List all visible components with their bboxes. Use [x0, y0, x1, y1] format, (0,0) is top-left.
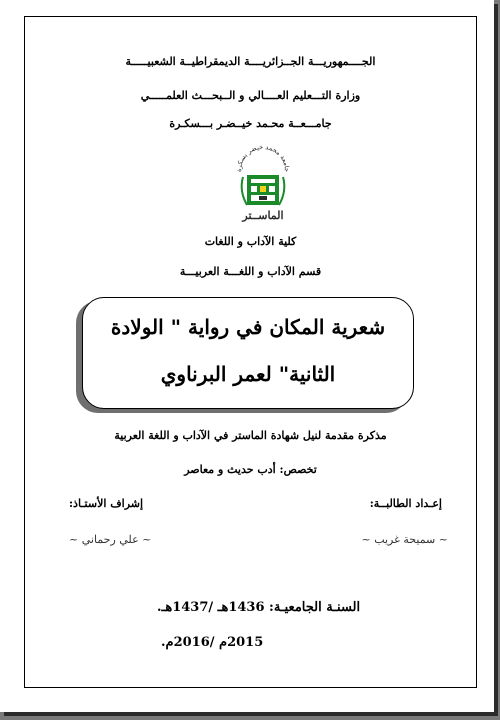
prepared-by-label: إعـداد الطالبــة: — [369, 497, 442, 510]
thesis-title-box — [82, 297, 414, 409]
university-heading: جامـــعــة محـمد خيــضـر بـــسكـرة — [169, 117, 332, 130]
svg-text:جامعة محمد خيضر بسكرة — [235, 145, 291, 172]
republic-heading: الجــــمهوريـــة الجــزائريــــة الديمقراطيــة الشعبيـــــة — [125, 55, 376, 68]
thesis-title-line-1: شعرية المكان في رواية " الولادة — [110, 315, 386, 339]
academic-year-gregorian: 2015م /2016م. — [161, 635, 264, 650]
academic-year-hijri: السنـة الجامعيـة: 1436هـ /1437هـ. — [157, 600, 361, 615]
supervisor-name: ~ علي رحماني ~ — [69, 533, 152, 546]
logo-arc-text: جامعة محمد خيضر بسكرة — [234, 145, 292, 173]
specialty-line: تخصص: أدب حديث و معاصر — [184, 463, 317, 476]
faculty-name: كلية الآداب و اللغات — [204, 235, 297, 248]
department-name: قسم الآداب و اللغـــة العربيـــة — [179, 265, 322, 278]
student-name: ~ سميحة غريب ~ — [361, 533, 448, 546]
supervisor-label: إشراف الأستـاذ: — [69, 497, 144, 510]
logo-caption: الماســتر — [242, 209, 284, 222]
page-border — [24, 16, 477, 688]
ministry-heading: وزارة التـــعليم العــــالي و الــبحـــث العلمـــــي — [140, 89, 361, 102]
university-logo — [233, 145, 293, 225]
thesis-title-line-2: الثانية" لعمر البرناوي — [160, 362, 336, 386]
thesis-description: مذكرة مقدمة لنيل شهادة الماستر في الآداب و اللغة العربية — [114, 429, 387, 442]
